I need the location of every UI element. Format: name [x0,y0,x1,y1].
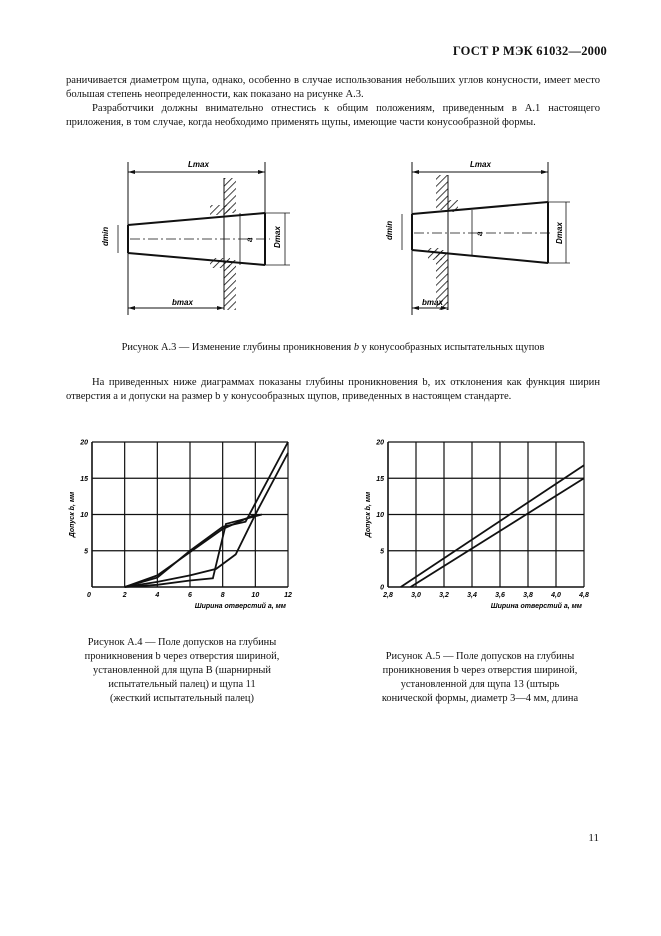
label-a-right: a [475,231,484,236]
label-dmin-right: dmin [385,220,394,240]
y-tick-label: 5 [84,548,88,556]
figure-a5-caption [362,650,598,706]
x-tick-label: 3,8 [523,592,533,599]
caption-a4-line-3: установленной для щупа B (шарнирный [93,665,271,676]
figure-a3-drawing [90,150,580,320]
x-tick-label: 4 [155,592,160,599]
y-tick-label: 0 [380,584,384,592]
label-lmax-left: Lmax [188,160,209,169]
x-tick-label: 0 [87,592,91,599]
label-dmin-left: dmin [101,226,110,246]
label-bmax-left: bmax [172,298,193,307]
caption-a5-line-3: установленной для щупа 13 (штырь [400,679,560,690]
right-probe-diagram [385,160,570,315]
caption-a4-line-2: проникновения b через отверстия шириной, [84,651,280,662]
y-tick-label: 10 [80,512,88,519]
figure-a4-caption [64,636,300,706]
x-tick-label: 3,4 [467,592,477,599]
caption-a5-line-2: проникновения b через отверстия шириной, [382,665,578,676]
caption-a5-line-4: конической формы, диаметр 3—4 мм, длина [381,693,579,704]
intro-paragraph-1: раничивается диаметром щупа, однако, особенно в случае использования небольших углов конусности, имеет место большая степень неопределенности, как показано на рисунке А.3. [66,75,600,100]
diagrams-intro-text: На приведенных ниже диаграммах показаны глубины проникновения b, их отклонения как функция ширин отверстия a и допуски на размер b у конусообразных щупов, приведенных в настоящем стандарте. [66,377,600,402]
y-axis-label: Допуск b, мм [365,491,372,538]
label-lmax-right: Lmax [470,160,491,169]
plot-area [365,440,589,611]
intro-text [66,74,600,130]
y-tick-label: 20 [376,439,384,447]
x-tick-label: 4,8 [579,592,589,599]
figure-a4-chart [64,430,304,620]
figure-a5-chart [360,430,600,620]
caption-a3-prefix: Рисунок А.3 — Изменение глубины проникновения [121,342,354,353]
x-tick-label: 3,2 [439,592,449,599]
x-tick-label: 4,0 [551,592,561,599]
x-axis-label: Ширина отверстий a, мм [194,603,286,610]
intro-paragraph-2: Разработчики должны внимательно отнестись к общим положениям, приведенным в А.1 настоящего приложения, в том случае, когда необходимо применять щупы, имеющие части конусообразной формы. [66,103,600,128]
x-tick-label: 10 [251,592,260,599]
x-tick-label: 12 [284,592,292,599]
x-tick-label: 2,8 [383,592,393,599]
y-tick-label: 15 [80,475,88,483]
x-tick-label: 3,0 [411,592,421,599]
series-line-1 [125,453,288,587]
x-tick-label: 6 [188,592,192,599]
plot-area [69,440,292,611]
y-axis-label: Допуск b, мм [69,491,76,538]
y-tick-label: 5 [380,548,384,556]
caption-a5-line-1: Рисунок А.5 — Поле допусков на глубины [385,651,575,662]
y-tick-label: 15 [376,475,384,483]
label-dmax-right: Dmax [555,222,564,244]
caption-a4-line-4: испытательный палец) и щупа 11 [108,679,256,690]
header-standard: ГОСТ Р МЭК 61032—2000 [452,44,607,58]
caption-a4-line-1: Рисунок А.4 — Поле допусков на глубины [87,637,277,648]
x-tick-label: 3,6 [495,592,505,599]
x-tick-label: 8 [220,592,225,599]
y-tick-label: 20 [80,439,88,447]
page-number: 11 [588,832,599,844]
label-dmax-left: Dmax [273,226,282,248]
x-axis-label: Ширина отверстий a, мм [490,603,582,610]
caption-a3-var: b [353,342,360,353]
x-tick-label: 2 [122,592,127,599]
caption-a4-line-5: (жесткий испытательный палец) [110,693,254,704]
label-a-left: a [245,237,254,242]
y-tick-label: 10 [376,512,384,519]
label-bmax-right: bmax [422,298,443,307]
figure-a3-caption [66,341,600,355]
caption-a3-suffix: у конусообразных испытательных щупов [359,342,545,353]
left-probe-diagram [101,160,290,315]
series-line-2 [411,478,584,587]
